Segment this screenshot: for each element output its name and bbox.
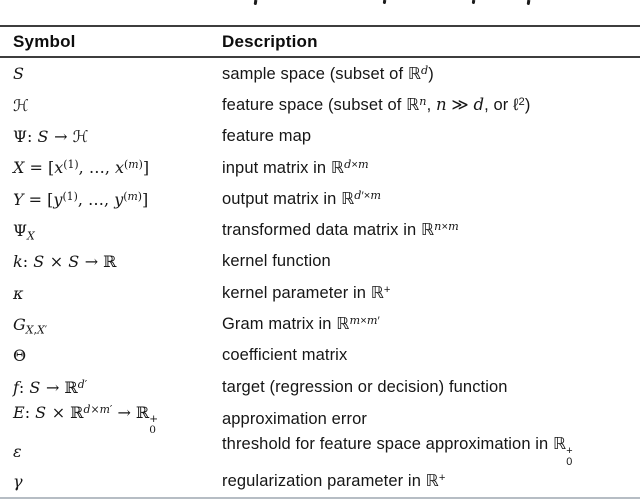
table-row	[0, 89, 640, 120]
description-cell: feature space (subset of ℝ$^n$, n ≫ d, or ℓ$^2$)	[222, 94, 531, 115]
description-cell: Gram matrix in ℝ$^{m\times m'}$	[222, 314, 380, 334]
table-row	[0, 340, 640, 371]
symbol-cell: $G_{X,X'}$	[13, 314, 48, 337]
symbol-cell: γ	[13, 471, 23, 491]
table-row	[0, 465, 640, 496]
table-row	[0, 434, 640, 469]
column-header-description: Description	[222, 31, 318, 51]
column-header-symbol: Symbol	[13, 31, 76, 51]
table-bottom-rule	[0, 497, 640, 499]
caption-fragment	[254, 0, 258, 5]
description-cell: approximation error	[222, 410, 367, 429]
table-row	[0, 402, 640, 437]
caption-fragment	[472, 0, 476, 4]
symbol-cell: E: S × ℝ$^{d\times m'}$ → ℝ + 0	[13, 402, 159, 437]
symbol-cell: Θ	[13, 346, 27, 366]
symbol-cell: κ	[13, 283, 24, 303]
table-body	[0, 58, 640, 497]
description-cell: feature map	[222, 126, 312, 145]
symbol-cell: Ψ: S → ℋ	[13, 126, 89, 146]
symbol-cell: $Y = [y^{(1)}$, …, $y^{(m)}$]	[13, 189, 149, 209]
symbol-cell: $\Psi_X$	[13, 220, 35, 243]
table-header-row	[0, 27, 640, 56]
description-cell: target (regression or decision) function	[222, 377, 508, 396]
description-cell: coefficient matrix	[222, 346, 348, 365]
table-row	[0, 215, 640, 246]
caption-fragment	[383, 0, 387, 4]
symbol-cell: ℋ	[13, 95, 29, 115]
table-row	[0, 58, 640, 89]
description-cell: output matrix in ℝ$^{d'\times m}$	[222, 189, 382, 209]
table-row	[0, 121, 640, 152]
table-row	[0, 246, 640, 277]
symbol-cell: $X = [x^{(1)}$, …, $x^{(m)}$]	[13, 158, 150, 178]
table-row	[0, 309, 640, 340]
symbol-cell: k: S × S → ℝ	[13, 252, 117, 272]
caption-fragment	[527, 0, 531, 5]
description-cell: sample space (subset of ℝ$^d$)	[222, 63, 434, 83]
description-cell: threshold for feature space approximation in ℝ + 0	[222, 435, 573, 469]
table-row	[0, 277, 640, 308]
symbol-cell: f: S → ℝ$^{d'}$	[13, 377, 88, 397]
table-row	[0, 183, 640, 214]
description-cell: input matrix in ℝ$^{d\times m}$	[222, 157, 369, 177]
description-cell: transformed data matrix in ℝ$^{n\times m}$	[222, 220, 459, 240]
table-row	[0, 152, 640, 183]
table-row	[0, 371, 640, 402]
symbol-cell: ε	[13, 441, 22, 461]
description-cell: regularization parameter in ℝ+	[222, 472, 446, 491]
description-cell: kernel function	[222, 252, 331, 271]
description-cell: kernel parameter in ℝ+	[222, 284, 391, 303]
symbol-cell: S	[13, 64, 25, 84]
